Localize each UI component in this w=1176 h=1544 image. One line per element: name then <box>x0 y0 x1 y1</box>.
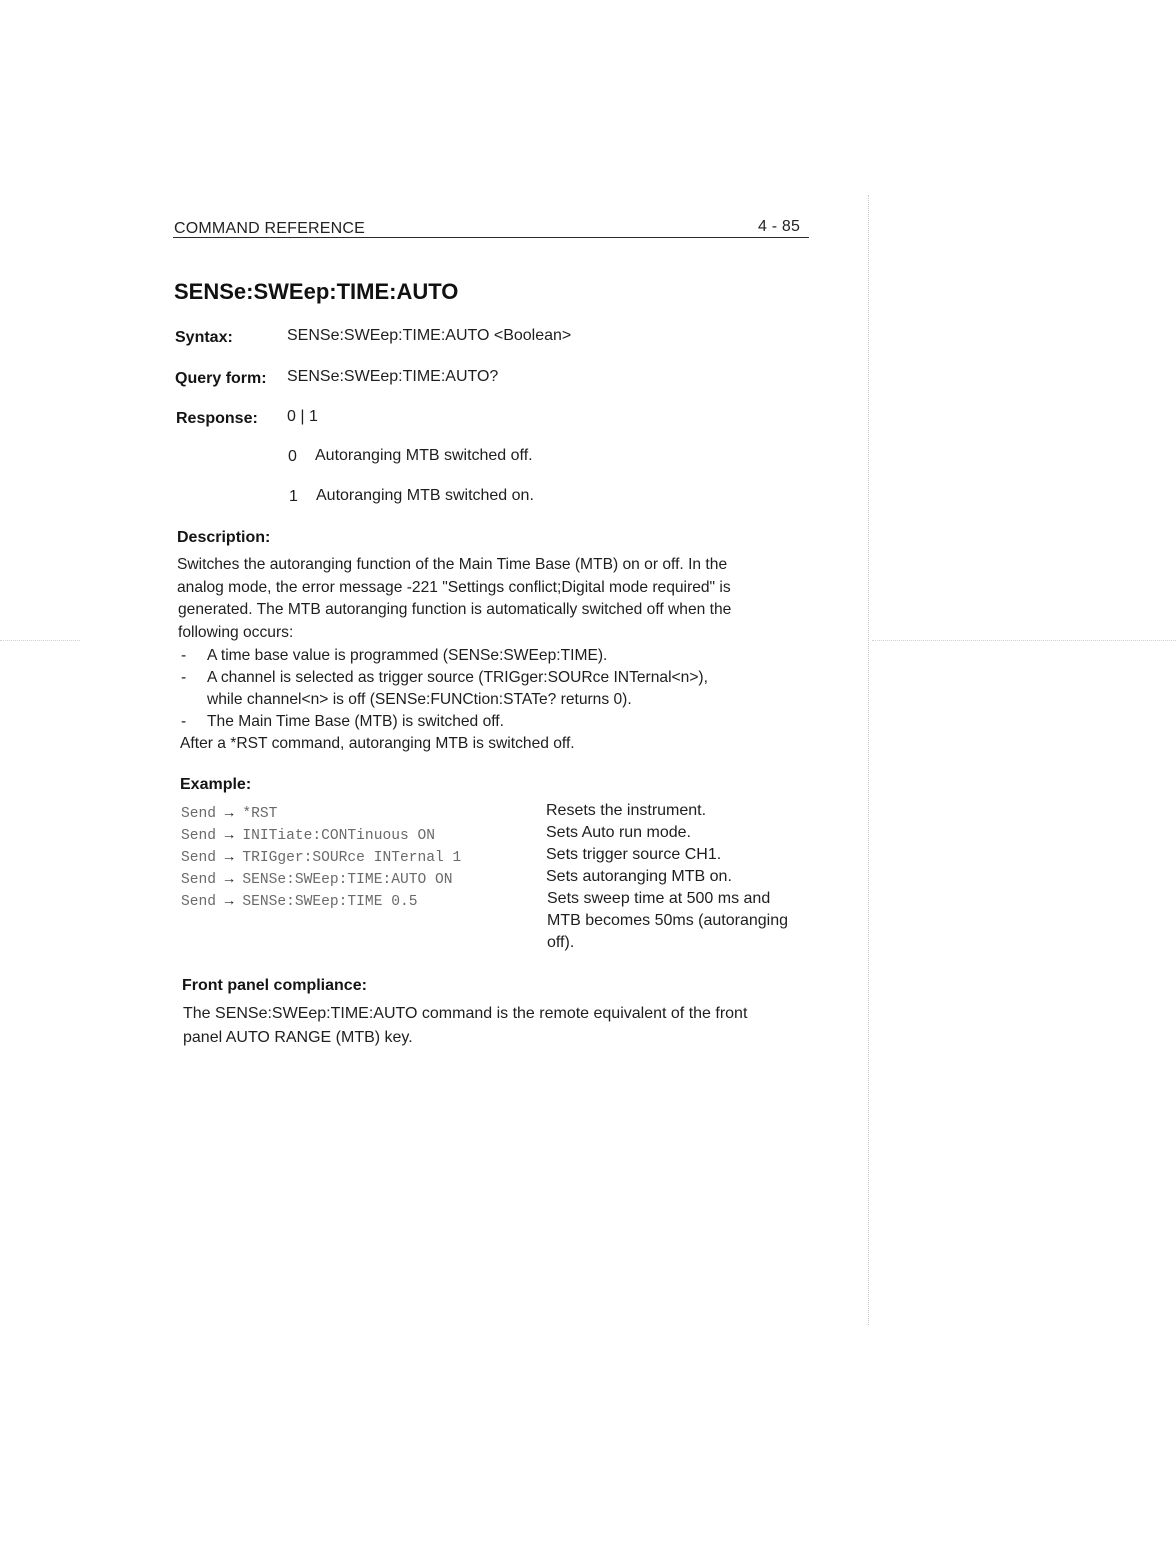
response-label: Response: <box>176 410 258 427</box>
bullet-text: A channel is selected as trigger source (TRIGger:SOURce INTernal<n>), <box>207 669 708 686</box>
header-rule <box>173 237 809 238</box>
arrow-icon: → <box>224 828 234 844</box>
example-row <box>181 872 453 888</box>
example-row <box>181 850 461 866</box>
query-value: SENSe:SWEep:TIME:AUTO? <box>287 368 499 385</box>
arrow-icon: → <box>224 894 234 910</box>
page-number: 4 - 85 <box>758 218 801 235</box>
example-command: SENSe:SWEep:TIME 0.5 <box>242 894 418 910</box>
syntax-value: SENSe:SWEep:TIME:AUTO <Boolean> <box>287 327 572 344</box>
description-line: generated. The MTB autoranging function is automatically switched off when the <box>178 601 732 618</box>
scan-fold-line-right <box>872 640 1176 641</box>
example-row <box>181 894 417 910</box>
send-keyword: Send <box>181 872 217 888</box>
bullet-dash: - <box>181 669 187 686</box>
response-code-0: 0 <box>288 448 297 465</box>
example-note: Sets trigger source CH1. <box>546 846 722 863</box>
compliance-line: The SENSe:SWEep:TIME:AUTO command is the remote equivalent of the front <box>183 1005 748 1022</box>
response-text-0: Autoranging MTB switched off. <box>315 447 533 464</box>
arrow-icon: → <box>224 806 234 822</box>
compliance-label: Front panel compliance: <box>182 977 367 994</box>
scan-edge-line <box>868 195 869 1325</box>
example-note: Sets Auto run mode. <box>546 824 691 841</box>
running-header: COMMAND REFERENCE <box>174 220 365 237</box>
command-title: SENSe:SWEep:TIME:AUTO <box>174 279 459 304</box>
arrow-icon: → <box>224 872 234 888</box>
response-code-1: 1 <box>289 488 298 505</box>
send-keyword: Send <box>181 806 217 822</box>
arrow-icon: → <box>224 850 234 866</box>
example-note: off). <box>547 934 575 951</box>
send-keyword: Send <box>181 850 217 866</box>
example-command: TRIGger:SOURce INTernal 1 <box>242 850 462 866</box>
bullet-text: The Main Time Base (MTB) is switched off. <box>207 713 504 730</box>
compliance-line: panel AUTO RANGE (MTB) key. <box>183 1029 413 1046</box>
example-command: INITiate:CONTinuous ON <box>242 828 435 844</box>
query-label: Query form: <box>175 370 267 387</box>
description-line: Switches the autoranging function of the Main Time Base (MTB) on or off. In the <box>177 556 728 573</box>
example-command: *RST <box>242 806 278 822</box>
response-text-1: Autoranging MTB switched on. <box>316 487 534 504</box>
example-row <box>181 828 435 844</box>
description-label: Description: <box>177 529 271 546</box>
example-label: Example: <box>180 776 252 793</box>
send-keyword: Send <box>181 894 217 910</box>
example-note: Resets the instrument. <box>546 802 707 819</box>
bullet-text: while channel<n> is off (SENSe:FUNCtion:STATe? returns 0). <box>207 691 632 708</box>
description-line: following occurs: <box>178 624 294 641</box>
example-note: Sets sweep time at 500 ms and <box>547 890 771 907</box>
description-after: After a *RST command, autoranging MTB is switched off. <box>180 735 575 752</box>
example-note: Sets autoranging MTB on. <box>546 868 732 885</box>
bullet-text: A time base value is programmed (SENSe:SWEep:TIME). <box>207 647 608 664</box>
example-command: SENSe:SWEep:TIME:AUTO ON <box>242 872 453 888</box>
response-value: 0 | 1 <box>287 408 318 425</box>
bullet-dash: - <box>181 647 187 664</box>
example-note: MTB becomes 50ms (autoranging <box>547 912 788 929</box>
send-keyword: Send <box>181 828 217 844</box>
example-row <box>181 806 277 822</box>
scan-fold-line-left <box>0 640 80 641</box>
description-line: analog mode, the error message -221 "Settings conflict;Digital mode required" is <box>177 579 731 596</box>
syntax-label: Syntax: <box>175 329 233 346</box>
bullet-dash: - <box>181 713 187 730</box>
